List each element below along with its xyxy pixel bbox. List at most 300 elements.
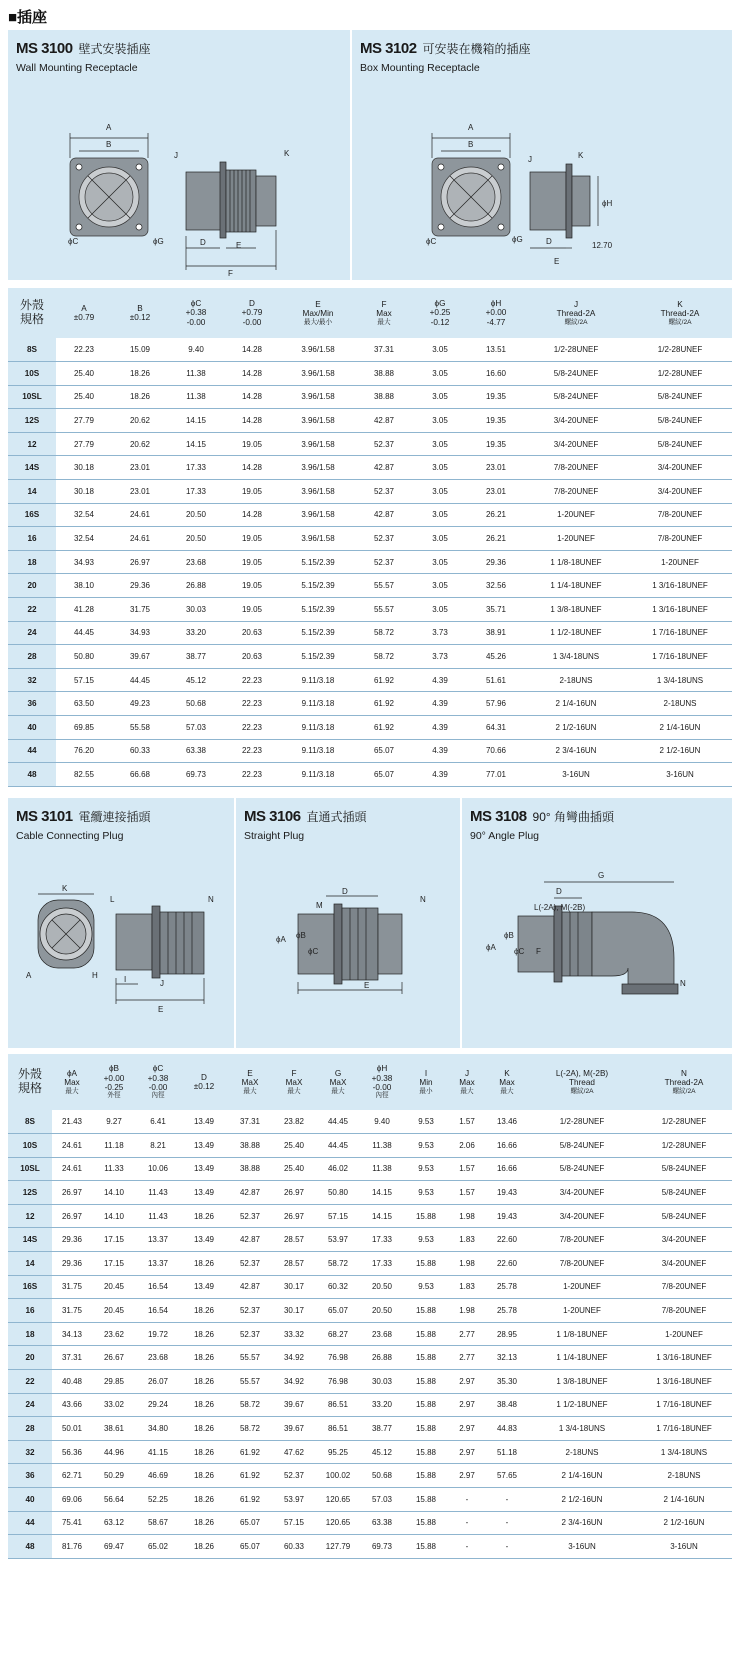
dim-label: 12.70: [592, 241, 613, 250]
table-cell: 1.83: [448, 1228, 486, 1252]
table-cell: 55.57: [228, 1346, 272, 1370]
table-cell: 26.21: [468, 527, 524, 551]
table-cell: 50.01: [52, 1417, 92, 1441]
straight-plug-diagram: [236, 798, 460, 1048]
table-cell: 61.92: [228, 1488, 272, 1512]
table-cell: 13.37: [136, 1252, 180, 1276]
table-cell: 46.69: [136, 1464, 180, 1488]
dim-label: F: [536, 947, 541, 956]
table-row: [8, 668, 732, 692]
table-cell: 44.45: [56, 621, 112, 645]
shell-size-cell: 10SL: [8, 1157, 52, 1181]
table-cell: -: [448, 1488, 486, 1512]
table-row: [8, 480, 732, 504]
dim-label: M: [316, 901, 323, 910]
dim-label: ϕG: [153, 237, 164, 246]
table-cell: 44.96: [92, 1440, 136, 1464]
table-cell: 52.37: [228, 1322, 272, 1346]
table-cell: 38.61: [92, 1417, 136, 1441]
column-header: ϕH +0.00 -4.77: [468, 288, 524, 338]
table-cell: 1.98: [448, 1299, 486, 1323]
shell-size-cell: 32: [8, 1440, 52, 1464]
table-row: [8, 1488, 732, 1512]
table-cell: 69.47: [92, 1535, 136, 1559]
table-cell: 3/4-20UNEF: [528, 1204, 636, 1228]
column-header: ϕC +0.38 -0.00: [168, 288, 224, 338]
plug-spec-table: [8, 1054, 732, 1559]
table-cell: 50.68: [360, 1464, 404, 1488]
table-cell: 2 1/2-16UN: [528, 1488, 636, 1512]
table-cell: 26.97: [272, 1204, 316, 1228]
table-cell: 1 3/4-18UNS: [636, 1440, 732, 1464]
table-cell: 57.15: [316, 1204, 360, 1228]
table-cell: 39.67: [272, 1393, 316, 1417]
dim-label: E: [158, 1005, 164, 1014]
table-cell: 5.15/2.39: [280, 574, 356, 598]
table-row: [8, 1346, 732, 1370]
table-cell: 55.58: [112, 716, 168, 740]
table-cell: -: [486, 1511, 528, 1535]
shell-size-cell: 36: [8, 692, 56, 716]
table-row: [8, 1204, 732, 1228]
table-cell: 44.83: [486, 1417, 528, 1441]
table-cell: 52.37: [228, 1252, 272, 1276]
table-cell: 19.05: [224, 574, 280, 598]
table-row: [8, 550, 732, 574]
dim-label: K: [62, 884, 68, 893]
table-cell: 50.80: [316, 1181, 360, 1205]
table-cell: -: [486, 1488, 528, 1512]
table-cell: 15.88: [404, 1299, 448, 1323]
table-cell: 95.25: [316, 1440, 360, 1464]
dim-label: J: [528, 155, 532, 164]
table-cell: 1 1/8-18UNEF: [524, 550, 628, 574]
table-cell: 2-18UNS: [524, 668, 628, 692]
table-cell: 1-20UNEF: [524, 527, 628, 551]
dim-label: H: [92, 971, 98, 980]
table-cell: 19.05: [224, 550, 280, 574]
column-header: ϕB +0.00 -0.25 外徑: [92, 1054, 136, 1110]
table-cell: 52.25: [136, 1488, 180, 1512]
table-cell: 26.88: [168, 574, 224, 598]
shell-size-cell: 10S: [8, 1134, 52, 1158]
table-cell: 50.80: [56, 645, 112, 669]
table-cell: 23.01: [112, 480, 168, 504]
shell-size-cell: 16S: [8, 503, 56, 527]
table-cell: 86.51: [316, 1417, 360, 1441]
table-cell: 7/8-20UNEF: [524, 456, 628, 480]
column-header: E MaX 最大: [228, 1054, 272, 1110]
table-cell: 30.03: [360, 1370, 404, 1394]
table-cell: 55.57: [356, 598, 412, 622]
table-cell: -: [486, 1535, 528, 1559]
shell-size-cell: 18: [8, 1322, 52, 1346]
column-header: F MaX 最大: [272, 1054, 316, 1110]
table-cell: 61.92: [356, 668, 412, 692]
table-cell: 9.27: [92, 1110, 136, 1134]
table-cell: 65.07: [316, 1299, 360, 1323]
cable-plug-diagram: [8, 798, 234, 1048]
table-cell: 3.96/1.58: [280, 409, 356, 433]
table-cell: 29.36: [52, 1252, 92, 1276]
table-cell: 9.11/3.18: [280, 739, 356, 763]
table-row: [8, 1535, 732, 1559]
table-cell: 3/4-20UNEF: [528, 1181, 636, 1205]
column-header: A ±0.79: [56, 288, 112, 338]
table-cell: 15.88: [404, 1346, 448, 1370]
table-cell: 2.97: [448, 1370, 486, 1394]
table-cell: 1 3/16-18UNEF: [636, 1346, 732, 1370]
table-cell: 9.40: [168, 338, 224, 362]
table-cell: 34.80: [136, 1417, 180, 1441]
table-cell: 5/8-24UNEF: [524, 385, 628, 409]
shell-size-cell: 14S: [8, 456, 56, 480]
table-cell: 3.96/1.58: [280, 527, 356, 551]
table-cell: 1/2-28UNEF: [636, 1134, 732, 1158]
shell-size-cell: 22: [8, 1370, 52, 1394]
table-cell: 13.49: [180, 1110, 228, 1134]
table-row: [8, 385, 732, 409]
table-cell: 9.53: [404, 1275, 448, 1299]
table-cell: 19.35: [468, 432, 524, 456]
table-row: [8, 1157, 732, 1181]
table-cell: 7/8-20UNEF: [636, 1275, 732, 1299]
table-cell: 18.26: [112, 362, 168, 386]
table-cell: 40.48: [52, 1370, 92, 1394]
table-cell: 2.97: [448, 1464, 486, 1488]
table-cell: 3-16UN: [628, 763, 732, 787]
table-cell: 1/2-28UNEF: [636, 1110, 732, 1134]
table-cell: 5/8-24UNEF: [628, 385, 732, 409]
table-cell: 25.40: [272, 1157, 316, 1181]
column-header: L(-2A), M(-2B) Thread 螺紋/2A: [528, 1054, 636, 1110]
dim-label: I: [124, 975, 127, 984]
table-row: [8, 362, 732, 386]
table-cell: 15.88: [404, 1322, 448, 1346]
table-cell: 14.15: [360, 1181, 404, 1205]
table-cell: 23.01: [112, 456, 168, 480]
table-cell: 30.17: [272, 1275, 316, 1299]
shell-size-cell: 12S: [8, 1181, 52, 1205]
dim-label: N: [680, 979, 686, 988]
table-cell: 1.83: [448, 1275, 486, 1299]
table-cell: 13.46: [486, 1110, 528, 1134]
table-cell: 50.68: [168, 692, 224, 716]
table-cell: 37.31: [52, 1346, 92, 1370]
dim-label: J: [174, 151, 178, 160]
table-cell: 3/4-20UNEF: [628, 480, 732, 504]
dim-label: A: [468, 123, 474, 132]
table-cell: 15.88: [404, 1204, 448, 1228]
shell-size-cell: 16S: [8, 1275, 52, 1299]
table-cell: 58.72: [228, 1417, 272, 1441]
table-cell: 55.57: [356, 574, 412, 598]
table-cell: 4.39: [412, 763, 468, 787]
table-cell: 16.60: [468, 362, 524, 386]
table-cell: 3.05: [412, 598, 468, 622]
table-row: [8, 456, 732, 480]
table-cell: 18.26: [180, 1464, 228, 1488]
table-cell: 76.20: [56, 739, 112, 763]
table-cell: 3/4-20UNEF: [628, 456, 732, 480]
table-cell: 5.15/2.39: [280, 550, 356, 574]
table-cell: 28.95: [486, 1322, 528, 1346]
panel-model: MS 3101 電纜連接插頭: [16, 808, 151, 825]
table-cell: 57.96: [468, 692, 524, 716]
table-cell: 15.88: [404, 1464, 448, 1488]
table-cell: 2 1/4-16UN: [636, 1488, 732, 1512]
table-row: [8, 645, 732, 669]
table-cell: 13.37: [136, 1228, 180, 1252]
panel-model: MS 3108 90° 角彎曲插頭: [470, 808, 615, 825]
table-cell: 29.36: [52, 1228, 92, 1252]
table-cell: 38.48: [486, 1393, 528, 1417]
table-cell: 120.65: [316, 1488, 360, 1512]
table-cell: 60.33: [112, 739, 168, 763]
dim-label: D: [556, 887, 562, 896]
table-cell: 15.88: [404, 1488, 448, 1512]
table-cell: 19.35: [468, 385, 524, 409]
table-cell: 2-18UNS: [528, 1440, 636, 1464]
table-cell: -: [448, 1535, 486, 1559]
table-cell: 18.26: [180, 1535, 228, 1559]
table-cell: 1 3/4-18UNS: [524, 645, 628, 669]
table-cell: 69.73: [360, 1535, 404, 1559]
table-cell: 1/2-28UNEF: [628, 338, 732, 362]
table-cell: 3.96/1.58: [280, 432, 356, 456]
dim-label: B: [106, 140, 112, 149]
table-cell: 7/8-20UNEF: [524, 480, 628, 504]
shell-size-cell: 16: [8, 1299, 52, 1323]
table-cell: 20.62: [112, 432, 168, 456]
table-cell: 2 3/4-16UN: [528, 1511, 636, 1535]
table-cell: 3.96/1.58: [280, 362, 356, 386]
table-cell: 61.92: [356, 716, 412, 740]
table-cell: 5/8-24UNEF: [524, 362, 628, 386]
table-cell: 1/2-28UNEF: [524, 338, 628, 362]
shell-size-cell: 14: [8, 480, 56, 504]
table-cell: 3.05: [412, 338, 468, 362]
table-cell: 1-20UNEF: [528, 1299, 636, 1323]
table-cell: 1 1/4-18UNEF: [528, 1346, 636, 1370]
table-cell: 26.97: [112, 550, 168, 574]
table-cell: 81.76: [52, 1535, 92, 1559]
table-cell: 57.15: [272, 1511, 316, 1535]
panel-model: MS 3106 直通式插頭: [244, 808, 367, 825]
table-cell: 9.53: [404, 1157, 448, 1181]
table-cell: 15.88: [404, 1440, 448, 1464]
table-cell: 77.01: [468, 763, 524, 787]
table-cell: 62.71: [52, 1464, 92, 1488]
table-cell: 4.39: [412, 692, 468, 716]
table-cell: 63.50: [56, 692, 112, 716]
dim-label: J: [160, 979, 164, 988]
table-cell: 31.75: [52, 1299, 92, 1323]
table-cell: 2.77: [448, 1346, 486, 1370]
table-cell: 76.98: [316, 1346, 360, 1370]
table-cell: 22.23: [56, 338, 112, 362]
table-cell: 63.12: [92, 1511, 136, 1535]
table-cell: 45.12: [168, 668, 224, 692]
table-cell: 29.36: [468, 550, 524, 574]
table-cell: 2-18UNS: [628, 692, 732, 716]
table-cell: 3-16UN: [524, 763, 628, 787]
table-row: [8, 621, 732, 645]
table-row: [8, 1417, 732, 1441]
table-cell: 16.66: [486, 1134, 528, 1158]
table-cell: 10.06: [136, 1157, 180, 1181]
table-cell: 2.97: [448, 1440, 486, 1464]
table-cell: 19.05: [224, 480, 280, 504]
table-cell: 13.51: [468, 338, 524, 362]
table-cell: 14.10: [92, 1204, 136, 1228]
table-cell: 68.27: [316, 1322, 360, 1346]
table-cell: 14.28: [224, 456, 280, 480]
table-cell: 1 3/16-18UNEF: [636, 1370, 732, 1394]
table-cell: 64.31: [468, 716, 524, 740]
table-cell: 1 3/16-18UNEF: [628, 598, 732, 622]
column-header-size: 外殼 規格: [8, 1054, 52, 1110]
table-cell: 25.78: [486, 1275, 528, 1299]
table-cell: 3.05: [412, 527, 468, 551]
table-cell: 52.37: [356, 527, 412, 551]
dim-label: ϕC: [68, 237, 79, 246]
table-cell: 3.96/1.58: [280, 456, 356, 480]
table-cell: 18.26: [180, 1417, 228, 1441]
shell-size-cell: 40: [8, 716, 56, 740]
table-cell: 3/4-20UNEF: [636, 1252, 732, 1276]
table-cell: 45.12: [360, 1440, 404, 1464]
table-cell: 52.37: [356, 432, 412, 456]
table-cell: 127.79: [316, 1535, 360, 1559]
shell-size-cell: 20: [8, 574, 56, 598]
table-cell: 9.11/3.18: [280, 668, 356, 692]
table-cell: 76.98: [316, 1370, 360, 1394]
table-cell: 1 1/4-18UNEF: [524, 574, 628, 598]
table-cell: 44.45: [112, 668, 168, 692]
table-cell: 44.45: [316, 1110, 360, 1134]
table-cell: 15.88: [404, 1417, 448, 1441]
table-cell: 14.28: [224, 385, 280, 409]
table-row: [8, 1134, 732, 1158]
table-cell: 19.35: [468, 409, 524, 433]
table-cell: 15.09: [112, 338, 168, 362]
table-cell: 29.85: [92, 1370, 136, 1394]
table-cell: 18.26: [180, 1252, 228, 1276]
table-cell: 25.40: [272, 1134, 316, 1158]
table-cell: 19.43: [486, 1181, 528, 1205]
table-cell: 47.62: [272, 1440, 316, 1464]
table-cell: 18.26: [180, 1393, 228, 1417]
table-cell: 3/4-20UNEF: [524, 409, 628, 433]
column-header: K Thread-2A 螺紋/2A: [628, 288, 732, 338]
table-cell: 13.49: [180, 1275, 228, 1299]
dim-label: ϕC: [426, 237, 437, 246]
table-cell: 26.07: [136, 1370, 180, 1394]
table-cell: 14.28: [224, 338, 280, 362]
table-cell: 50.29: [92, 1464, 136, 1488]
table-cell: 3/4-20UNEF: [636, 1228, 732, 1252]
table-cell: 21.43: [52, 1110, 92, 1134]
panel-english-name: Box Mounting Receptacle: [360, 62, 480, 74]
column-header: K Max 最大: [486, 1054, 528, 1110]
table-cell: 5/8-24UNEF: [528, 1157, 636, 1181]
table-cell: 32.54: [56, 527, 112, 551]
table-cell: 41.28: [56, 598, 112, 622]
table-cell: 49.23: [112, 692, 168, 716]
shell-size-cell: 36: [8, 1464, 52, 1488]
table-cell: 60.32: [316, 1275, 360, 1299]
table-cell: 22.60: [486, 1228, 528, 1252]
table-cell: 26.97: [52, 1181, 92, 1205]
table-cell: 75.41: [52, 1511, 92, 1535]
shell-size-cell: 12: [8, 1204, 52, 1228]
table-cell: 3.96/1.58: [280, 385, 356, 409]
table-cell: 20.45: [92, 1275, 136, 1299]
panel-ms3102: [352, 30, 732, 280]
table-row: [8, 338, 732, 362]
table-cell: 3.05: [412, 432, 468, 456]
shell-size-cell: 28: [8, 645, 56, 669]
table-cell: 42.87: [356, 409, 412, 433]
table-cell: 14.28: [224, 409, 280, 433]
table-row: [8, 763, 732, 787]
table-cell: 16.54: [136, 1275, 180, 1299]
dim-label: ϕC: [514, 947, 525, 956]
table-cell: 61.92: [228, 1464, 272, 1488]
table-cell: 5/8-24UNEF: [636, 1157, 732, 1181]
shell-size-cell: 44: [8, 1511, 52, 1535]
table-cell: 20.50: [360, 1275, 404, 1299]
panel-model: MS 3100 壁式安裝插座: [16, 40, 151, 57]
table-cell: 52.37: [228, 1204, 272, 1228]
table-cell: 27.79: [56, 432, 112, 456]
table-cell: 20.50: [168, 503, 224, 527]
table-cell: 5/8-24UNEF: [636, 1204, 732, 1228]
table-cell: 30.18: [56, 480, 112, 504]
table-cell: 2-18UNS: [636, 1464, 732, 1488]
table-cell: 57.15: [56, 668, 112, 692]
table-cell: 57.03: [360, 1488, 404, 1512]
dim-label: G: [598, 871, 605, 880]
table-cell: 66.68: [112, 763, 168, 787]
shell-size-cell: 24: [8, 1393, 52, 1417]
dim-label: ϕC: [308, 947, 319, 956]
dim-label: ϕB: [504, 931, 514, 940]
table-cell: 24.61: [52, 1134, 92, 1158]
dim-label: L(-2A), M(-2B): [534, 903, 586, 912]
dim-label: ϕA: [486, 943, 496, 952]
table-cell: 19.05: [224, 598, 280, 622]
shell-size-cell: 44: [8, 739, 56, 763]
table-cell: 38.88: [356, 362, 412, 386]
table-cell: 65.02: [136, 1535, 180, 1559]
table-row: [8, 1252, 732, 1276]
table-cell: 2 1/4-16UN: [628, 716, 732, 740]
table-cell: 120.65: [316, 1511, 360, 1535]
table-cell: 23.62: [92, 1322, 136, 1346]
table-cell: 52.37: [356, 480, 412, 504]
table-row: [8, 716, 732, 740]
table-cell: 2.97: [448, 1417, 486, 1441]
table-row: [8, 1511, 732, 1535]
table-row: [8, 1440, 732, 1464]
table-cell: 1.98: [448, 1204, 486, 1228]
dim-label: D: [342, 887, 348, 896]
table-cell: 38.88: [228, 1157, 272, 1181]
panel-ms3106: [236, 798, 460, 1048]
table-cell: 1 3/16-18UNEF: [628, 574, 732, 598]
